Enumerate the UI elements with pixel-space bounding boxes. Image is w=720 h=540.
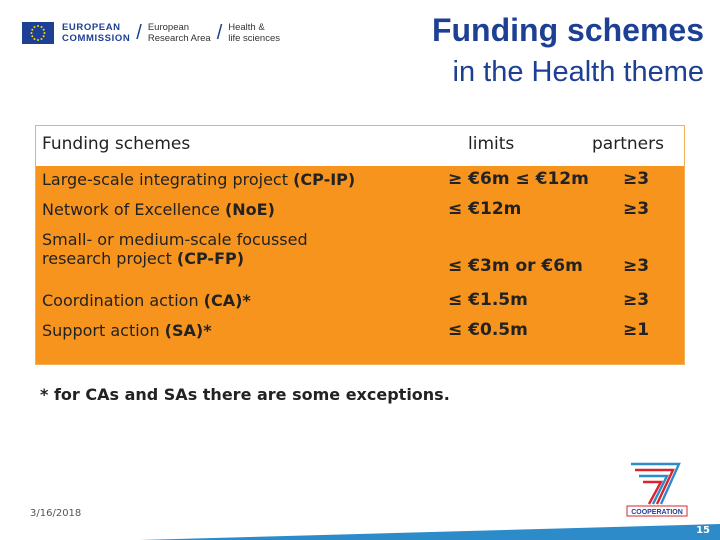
eu-logo (22, 22, 280, 44)
row-limit: ≤ €1.5m (448, 290, 528, 310)
row-code: (CP-IP) (293, 170, 356, 189)
logo-line2b: Research Area (147, 33, 211, 44)
row-code: (CP-FP) (176, 249, 245, 268)
table-row (42, 321, 212, 340)
row-limit: ≤ €0.5m (448, 320, 528, 340)
row-name: Network of Excellence (42, 200, 225, 219)
header-partners: partners (592, 134, 664, 154)
logo-line2a: European (147, 22, 190, 33)
row-partners: ≥3 (623, 290, 650, 310)
page-title: Funding schemes (431, 12, 704, 48)
eu-flag-icon (22, 22, 54, 44)
logo-line1b: COMMISSION (62, 33, 131, 44)
logo-line1a: EUROPEAN (62, 22, 121, 33)
row-name-line1: Small- or medium-scale focussed (42, 230, 308, 249)
row-name: research project (42, 249, 177, 268)
row-limit: ≤ €12m (448, 199, 522, 219)
row-name: Coordination action (42, 291, 204, 310)
row-code: (CA)* (203, 291, 251, 310)
logo-separator: / (216, 21, 223, 44)
cooperation-label: COOPERATION (631, 509, 683, 516)
bottom-bar (0, 520, 720, 540)
table-header (36, 126, 684, 166)
row-limit: ≤ €3m or €6m (448, 256, 583, 276)
logo-line3a: Health & (228, 22, 265, 33)
row-partners: ≥3 (623, 169, 650, 189)
logo-separator: / (136, 21, 142, 44)
table-row (42, 200, 275, 219)
table-body (36, 166, 684, 364)
logo-line3b: life sciences (228, 33, 280, 44)
footnote: * for CAs and SAs there are some exceptions. (40, 385, 450, 404)
row-name: Large-scale integrating project (42, 170, 294, 189)
row-partners: ≥1 (623, 320, 650, 340)
row-code: (SA)* (164, 321, 212, 340)
table-row (42, 170, 355, 189)
page-number: 15 (696, 525, 710, 536)
table-row (42, 230, 308, 268)
row-partners: ≥3 (623, 199, 650, 219)
funding-table (35, 125, 685, 365)
table-row (42, 291, 251, 310)
row-partners: ≥3 (623, 256, 650, 276)
header-limits: limits (468, 134, 515, 154)
row-name: Support action (42, 321, 165, 340)
row-limit: ≥ €6m ≤ €12m (448, 169, 589, 189)
fp7-cooperation-logo-icon (621, 458, 693, 520)
slide-date: 3/16/2018 (30, 508, 82, 519)
row-code: (NoE) (224, 200, 275, 219)
header-scheme: Funding schemes (42, 134, 191, 154)
page-subtitle: in the Health theme (452, 56, 704, 88)
